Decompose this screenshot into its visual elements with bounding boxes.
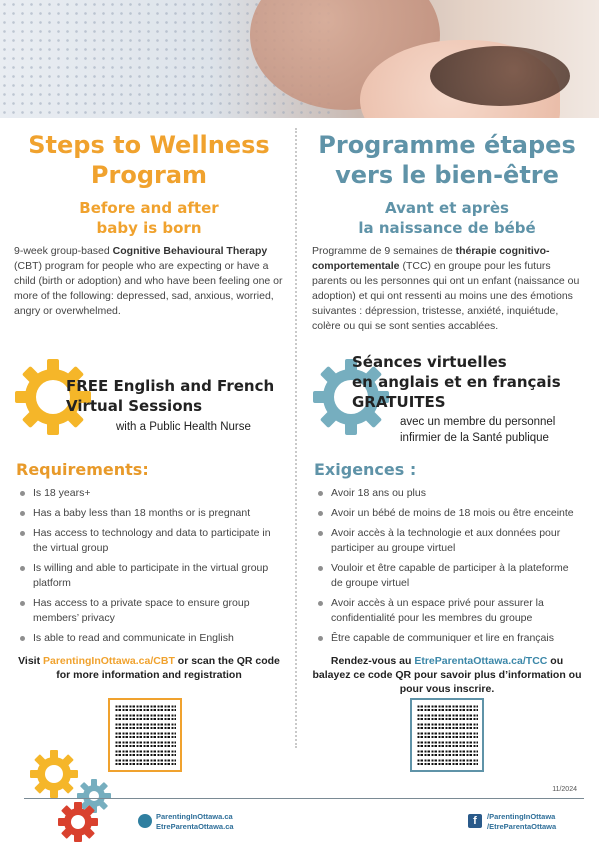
english-title-line: Steps to Wellness — [28, 131, 270, 159]
facebook-icon: f — [468, 814, 482, 828]
english-requirements-list — [18, 486, 280, 651]
english-visit-link[interactable]: ParentingInOttawa.ca/CBT — [43, 655, 175, 667]
footer-divider — [24, 798, 584, 799]
french-requirements-list — [316, 486, 578, 651]
english-free-line-1: FREE English and French — [66, 377, 275, 395]
french-description: Programme de 9 semaines de thérapie cognitivo-comportementale (TCC) en groupe pour les futurs parents ou les personnes qui ont un enfant (naissance ou adoption) et qui ont ressenti au moins une des émotions suivantes : dépression, tristesse, anxiété, inquiétude, colère ou qui se sont senties accablées. — [312, 245, 580, 332]
french-free-sessions — [312, 350, 597, 444]
french-free-line-1: Séances virtuelles — [352, 353, 507, 371]
hero-photo — [0, 0, 599, 118]
french-title-line: vers le bien-être — [335, 161, 559, 189]
english-column — [14, 130, 284, 681]
list-item: Avoir accès à un espace privé pour assurer la confidentialité pour les membres du groupe — [316, 596, 578, 626]
french-free-line-2: en anglais et en français — [352, 373, 561, 391]
list-item: Has access to technology and data to participate in the virtual group — [18, 526, 280, 556]
web-icon — [138, 814, 152, 828]
footer-link-parenting[interactable]: ParentingInOttawa.ca — [156, 812, 233, 821]
list-item: Is 18 years+ — [18, 486, 280, 501]
list-item: Is able to read and communicate in English — [18, 631, 280, 646]
english-free-sessions — [14, 350, 299, 440]
english-title-line: Program — [90, 161, 208, 189]
english-description: 9-week group-based Cognitive Behavioural Therapy (CBT) program for people who are expecting or have a child (birth or adoption) and who have been feeling one or more of the following: depressed, sad, anxious, worried, angry or overwhelmed. — [14, 245, 283, 317]
english-title — [14, 130, 284, 190]
french-qr-code[interactable] — [410, 698, 484, 772]
french-subtitle-line: la naissance de bébé — [358, 219, 536, 237]
list-item: Avoir un bébé de moins de 18 mois ou être enceinte — [316, 506, 578, 521]
english-subtitle-line: baby is born — [96, 219, 202, 237]
qr-pattern — [114, 704, 176, 766]
french-visit-link[interactable]: EtreParentaOttawa.ca/TCC — [414, 655, 548, 667]
list-item: Être capable de communiquer et lire en français — [316, 631, 578, 646]
list-item: Has a baby less than 18 months or is pregnant — [18, 506, 280, 521]
french-title-line: Programme étapes — [318, 131, 576, 159]
list-item: Is willing and able to participate in the virtual group platform — [18, 561, 280, 591]
list-item: Has access to a private space to ensure group members’ privacy — [18, 596, 280, 626]
english-qr-code[interactable] — [108, 698, 182, 772]
facebook-link-etreparent[interactable]: /EtreParentaOttawa — [487, 822, 557, 831]
french-visit-text: Rendez-vous au EtreParentaOttawa.ca/TCC ou balayez ce code QR pour savoir plus d’information ou pour vous inscrire. — [312, 655, 582, 695]
french-requirements-title: Exigences : — [314, 460, 417, 479]
french-title — [312, 130, 582, 190]
hero-baby-hair — [430, 46, 570, 106]
qr-pattern — [416, 704, 478, 766]
french-subtitle-line: Avant et après — [385, 199, 509, 217]
french-nurse-line-1: avec un membre du personnel — [400, 416, 556, 428]
print-date: 11/2024 — [552, 786, 577, 793]
list-item: Avoir accès à la technologie et aux données pour participer au groupe virtuel — [316, 526, 578, 556]
english-visit-text: Visit ParentingInOttawa.ca/CBT or scan the QR code for more information and registration — [18, 655, 280, 681]
french-free-line-3: GRATUITES — [352, 393, 446, 411]
facebook-link-parenting[interactable]: /ParentingInOttawa — [487, 812, 556, 821]
footer-link-etreparent[interactable]: EtreParentaOttawa.ca — [156, 822, 234, 831]
english-nurse-text: with a Public Health Nurse — [116, 421, 251, 433]
french-column — [312, 130, 582, 695]
list-item: Avoir 18 ans ou plus — [316, 486, 578, 501]
english-subtitle — [14, 198, 284, 238]
gear-icon — [28, 748, 118, 843]
list-item: Vouloir et être capable de participer à la plateforme de groupe virtuel — [316, 561, 578, 591]
english-requirements-title: Requirements: — [16, 460, 149, 479]
english-free-line-2: Virtual Sessions — [66, 397, 203, 415]
french-subtitle — [312, 198, 582, 238]
english-subtitle-line: Before and after — [79, 199, 219, 217]
french-nurse-line-2: infirmier de la Santé publique — [400, 432, 549, 444]
